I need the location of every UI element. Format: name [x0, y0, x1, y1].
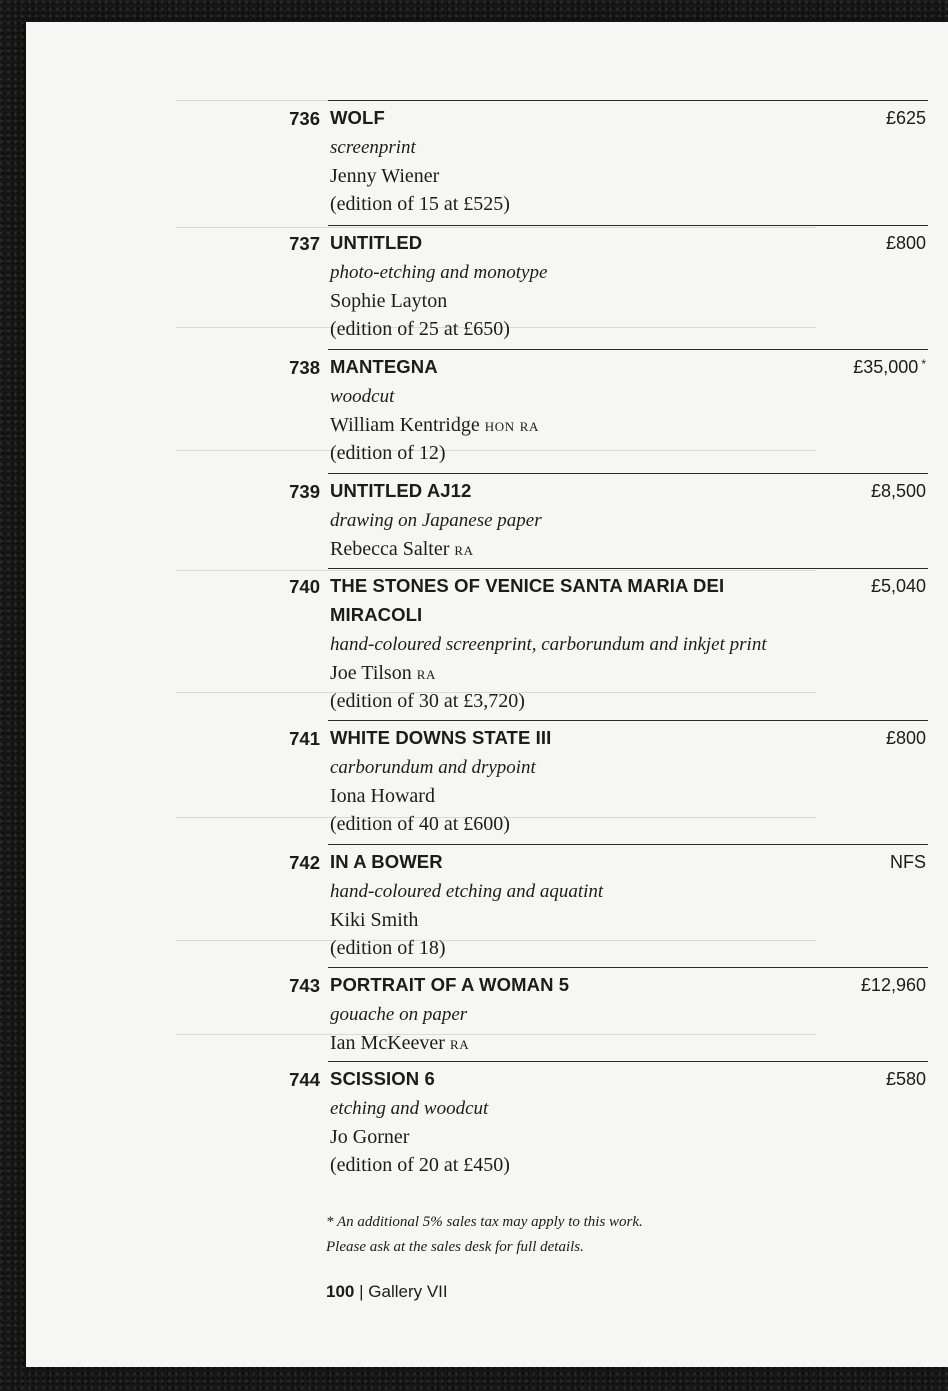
- artist-honour: hon ra: [484, 415, 540, 435]
- artist-honour: ra: [454, 539, 474, 559]
- entry-number: 736: [289, 108, 320, 129]
- entry-edition: (edition of 18): [330, 937, 446, 959]
- entry-price: [871, 576, 926, 597]
- artist-name: William Kentridge: [330, 414, 480, 436]
- entry-medium: etching and woodcut: [330, 1098, 489, 1119]
- price-value: NFS: [890, 852, 926, 872]
- artist-name: Rebecca Salter: [330, 538, 450, 560]
- entry-number: 742: [289, 852, 320, 873]
- entry-title: SCISSION 6: [330, 1068, 435, 1089]
- tax-asterisk: *: [921, 357, 926, 371]
- price-value: £5,040: [870, 576, 926, 596]
- entry-medium: hand-coloured screenprint, carborundum and inkjet print: [330, 634, 767, 655]
- entry-title: THE STONES OF VENICE SANTA MARIA DEI MIRACOLI: [330, 575, 725, 625]
- entry-artist: [330, 659, 850, 687]
- entry-medium: drawing on Japanese paper: [330, 510, 542, 531]
- entry-edition: (edition of 20 at £450): [330, 1154, 510, 1176]
- entry-edition: (edition of 15 at £525): [330, 193, 510, 215]
- entry-artist: [330, 1029, 850, 1057]
- artist-honour: ra: [449, 1033, 470, 1053]
- artist-name: Ian McKeever: [330, 1032, 445, 1054]
- folio-separator: |: [359, 1282, 364, 1301]
- artist-name: Joe Tilson: [330, 662, 412, 684]
- entry-price: [886, 728, 926, 749]
- entry-medium: photo-etching and monotype: [330, 262, 548, 283]
- entry-artist: [330, 782, 850, 810]
- entry-number: 743: [289, 975, 320, 996]
- entry-price: [861, 975, 926, 996]
- price-value: £625: [885, 108, 926, 128]
- entry-price: [853, 357, 926, 378]
- entry-number: 737: [289, 233, 320, 254]
- entry-rule: [328, 720, 928, 721]
- entry-edition: (edition of 12): [330, 442, 446, 464]
- entry-rule: [328, 967, 928, 968]
- entry-edition: (edition of 40 at £600): [330, 813, 510, 835]
- entry-number: 741: [289, 728, 320, 749]
- entry-title: PORTRAIT OF A WOMAN 5: [330, 974, 570, 995]
- entry-number: 740: [289, 576, 320, 597]
- entry-medium: hand-coloured etching and aquatint: [330, 881, 604, 902]
- artist-name: Jo Gorner: [330, 1126, 410, 1148]
- page-number: 100: [326, 1282, 355, 1301]
- entry-price: [890, 852, 926, 873]
- entry-price: [886, 108, 926, 129]
- entry-rule: [328, 349, 928, 350]
- entry-artist: [330, 906, 850, 934]
- artist-honour: ra: [416, 663, 436, 683]
- price-value: £12,960: [860, 975, 926, 995]
- entry-price: [871, 481, 926, 502]
- footnote-line: Please ask at the sales desk for full details.: [326, 1239, 584, 1255]
- page-folio: [326, 1282, 448, 1302]
- entry-number: 738: [289, 357, 320, 378]
- entry-number: 744: [289, 1069, 320, 1090]
- entry-rule: [328, 473, 928, 474]
- artist-name: Iona Howard: [330, 785, 435, 807]
- price-value: £35,000: [853, 357, 919, 377]
- entry-rule: [328, 568, 928, 569]
- entry-title: UNTITLED AJ12: [330, 480, 472, 501]
- entry-artist: [330, 162, 850, 190]
- entry-artist: [330, 1123, 850, 1151]
- entry-title: WHITE DOWNS STATE III: [330, 727, 552, 748]
- entry-title: UNTITLED: [330, 232, 423, 253]
- price-value: £580: [885, 1069, 926, 1089]
- entry-title: WOLF: [330, 107, 385, 128]
- price-value: £800: [885, 728, 926, 748]
- price-value: £8,500: [870, 481, 926, 501]
- price-value: £800: [885, 233, 926, 253]
- entry-title: MANTEGNA: [330, 356, 438, 377]
- entry-artist: [330, 535, 850, 563]
- entry-medium: screenprint: [330, 137, 416, 158]
- entry-edition: (edition of 25 at £650): [330, 318, 510, 340]
- gallery-name: Gallery VII: [368, 1282, 448, 1301]
- artist-name: Jenny Wiener: [330, 165, 440, 187]
- entry-medium: gouache on paper: [330, 1004, 468, 1025]
- artist-name: Sophie Layton: [330, 290, 448, 312]
- entry-price: [886, 1069, 926, 1090]
- footnote-line: * An additional 5% sales tax may apply to this work.: [326, 1214, 643, 1230]
- entry-rule: [328, 225, 928, 226]
- entry-medium: woodcut: [330, 386, 395, 407]
- entry-rule: [328, 1061, 928, 1062]
- entry-price: [886, 233, 926, 254]
- catalogue-page: [26, 22, 948, 1367]
- entry-rule: [328, 100, 928, 101]
- entry-edition: (edition of 30 at £3,720): [330, 690, 525, 712]
- entry-rule: [328, 844, 928, 845]
- artist-name: Kiki Smith: [330, 909, 419, 931]
- entry-number: 739: [289, 481, 320, 502]
- entry-medium: carborundum and drypoint: [330, 757, 536, 778]
- entry-artist: [330, 411, 850, 439]
- entry-artist: [330, 287, 850, 315]
- entry-title: IN A BOWER: [330, 851, 443, 872]
- tax-footnote: [326, 1210, 826, 1260]
